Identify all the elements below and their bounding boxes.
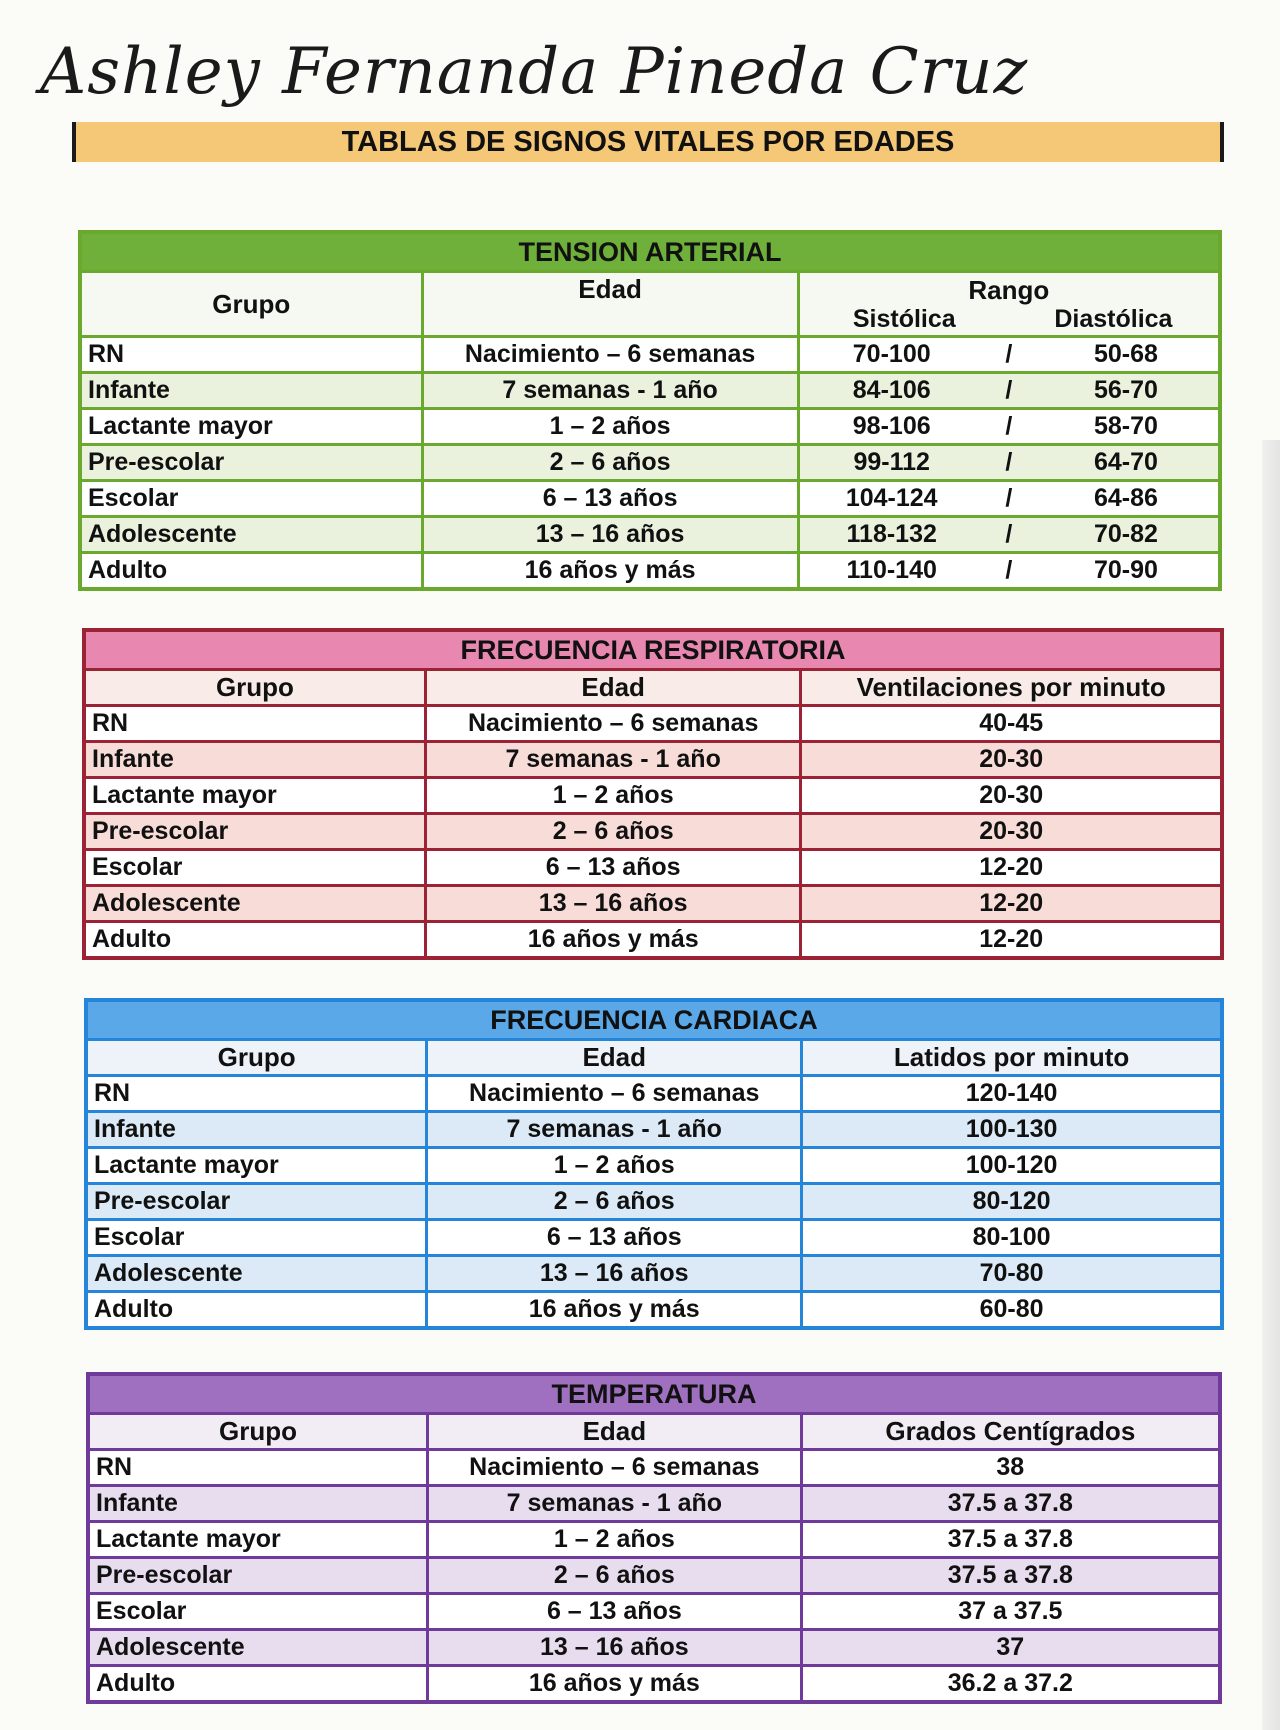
- sistolica-value: 98-106: [852, 412, 931, 440]
- frecuencia-respiratoria-title: FRECUENCIA RESPIRATORIA: [84, 630, 1222, 670]
- valor-cell: 37.5 a 37.8: [801, 1558, 1220, 1594]
- header-edad: Edad: [427, 1040, 802, 1076]
- valor-cell: 37: [801, 1630, 1220, 1666]
- table-row: [86, 1292, 1222, 1329]
- edad-cell: 6 – 13 años: [425, 850, 801, 886]
- temperatura-table: [86, 1372, 1222, 1704]
- temperatura-title: TEMPERATURA: [88, 1374, 1220, 1414]
- valor-cell: 38: [801, 1450, 1220, 1486]
- grupo-cell: RN: [88, 1450, 428, 1486]
- valor-cell: 12-20: [801, 850, 1222, 886]
- table-row: [80, 445, 1220, 481]
- grupo-cell: Infante: [86, 1112, 427, 1148]
- valor-cell: 120-140: [802, 1076, 1222, 1112]
- grupo-cell: Adulto: [80, 553, 422, 590]
- edad-cell: 7 semanas - 1 año: [428, 1486, 802, 1522]
- edad-cell: 1 – 2 años: [425, 778, 801, 814]
- edad-cell: 6 – 13 años: [427, 1220, 802, 1256]
- header-edad: Edad: [422, 272, 798, 337]
- edad-cell: Nacimiento – 6 semanas: [428, 1450, 802, 1486]
- grupo-cell: Lactante mayor: [84, 778, 425, 814]
- grupo-cell: Infante: [88, 1486, 428, 1522]
- table-row: [86, 1112, 1222, 1148]
- table-row: [86, 1256, 1222, 1292]
- grupo-cell: Lactante mayor: [80, 409, 422, 445]
- edad-cell: 7 semanas - 1 año: [422, 373, 798, 409]
- diastolica-value: 50-68: [1093, 340, 1158, 368]
- table-row: [80, 409, 1220, 445]
- diastolica-value: 70-82: [1093, 520, 1158, 548]
- header-diastolica: Diastólica: [1054, 305, 1173, 333]
- table-row: [84, 886, 1222, 922]
- valor-cell: 100-120: [802, 1148, 1222, 1184]
- header-rango-label: Rango: [968, 275, 1050, 305]
- diastolica-value: 58-70: [1093, 412, 1158, 440]
- rango-cell: [798, 445, 1220, 481]
- edad-cell: 2 – 6 años: [427, 1184, 802, 1220]
- grupo-cell: Infante: [80, 373, 422, 409]
- header-valor: Grados Centígrados: [801, 1414, 1220, 1450]
- tension-arterial-table: [78, 230, 1222, 591]
- table-row: [80, 337, 1220, 373]
- rango-separator: /: [1005, 556, 1013, 584]
- rango-cell: [798, 553, 1220, 590]
- edad-cell: 1 – 2 años: [422, 409, 798, 445]
- valor-cell: 20-30: [801, 742, 1222, 778]
- sistolica-value: 104-124: [845, 484, 938, 512]
- edad-cell: 2 – 6 años: [428, 1558, 802, 1594]
- table-row: [80, 481, 1220, 517]
- diastolica-value: 64-86: [1093, 484, 1158, 512]
- valor-cell: 80-100: [802, 1220, 1222, 1256]
- header-edad: Edad: [428, 1414, 802, 1450]
- table-row: [84, 742, 1222, 778]
- grupo-cell: Pre-escolar: [86, 1184, 427, 1220]
- table-row: [88, 1522, 1220, 1558]
- header-grupo: Grupo: [80, 272, 422, 337]
- table-row: [86, 1148, 1222, 1184]
- grupo-cell: Escolar: [80, 481, 422, 517]
- edad-cell: Nacimiento – 6 semanas: [427, 1076, 802, 1112]
- table-row: [88, 1486, 1220, 1522]
- edad-cell: 13 – 16 años: [422, 517, 798, 553]
- edad-cell: 13 – 16 años: [428, 1630, 802, 1666]
- edad-cell: Nacimiento – 6 semanas: [422, 337, 798, 373]
- edad-cell: Nacimiento – 6 semanas: [425, 706, 801, 742]
- grupo-cell: Pre-escolar: [88, 1558, 428, 1594]
- rango-separator: /: [1005, 448, 1013, 476]
- edad-cell: 16 años y más: [425, 922, 801, 959]
- header-valor: Latidos por minuto: [802, 1040, 1222, 1076]
- rango-separator: /: [1005, 520, 1013, 548]
- edad-cell: 2 – 6 años: [422, 445, 798, 481]
- table-row: [80, 373, 1220, 409]
- table-row: [88, 1666, 1220, 1703]
- valor-cell: 37.5 a 37.8: [801, 1522, 1220, 1558]
- table-row: [80, 517, 1220, 553]
- valor-cell: 20-30: [801, 778, 1222, 814]
- table-row: [80, 553, 1220, 590]
- sistolica-value: 70-100: [852, 340, 931, 368]
- header-valor: Ventilaciones por minuto: [801, 670, 1222, 706]
- sistolica-value: 118-132: [846, 520, 937, 548]
- grupo-cell: Adulto: [88, 1666, 428, 1703]
- grupo-cell: Pre-escolar: [84, 814, 425, 850]
- table-row: [86, 1076, 1222, 1112]
- grupo-cell: Escolar: [88, 1594, 428, 1630]
- valor-cell: 36.2 a 37.2: [801, 1666, 1220, 1703]
- edad-cell: 16 años y más: [427, 1292, 802, 1329]
- tension-arterial-title: TENSION ARTERIAL: [80, 232, 1220, 272]
- rango-cell: [798, 337, 1220, 373]
- table-row: [84, 778, 1222, 814]
- rango-separator: /: [1005, 340, 1013, 368]
- valor-cell: 80-120: [802, 1184, 1222, 1220]
- table-row: [86, 1184, 1222, 1220]
- table-row: [88, 1558, 1220, 1594]
- edad-cell: 6 – 13 años: [422, 481, 798, 517]
- handwritten-name: Ashley Fernanda Pineda Cruz: [40, 35, 1029, 109]
- valor-cell: 37.5 a 37.8: [801, 1486, 1220, 1522]
- rango-separator: /: [1005, 412, 1013, 440]
- table-row: [84, 706, 1222, 742]
- grupo-cell: Lactante mayor: [88, 1522, 428, 1558]
- grupo-cell: RN: [84, 706, 425, 742]
- grupo-cell: RN: [80, 337, 422, 373]
- rango-separator: /: [1005, 376, 1013, 404]
- diastolica-value: 70-90: [1093, 556, 1158, 584]
- header-grupo: Grupo: [88, 1414, 428, 1450]
- edad-cell: 13 – 16 años: [425, 886, 801, 922]
- frecuencia-cardiaca-table: [84, 998, 1224, 1330]
- edad-cell: 7 semanas - 1 año: [425, 742, 801, 778]
- edad-cell: 6 – 13 años: [428, 1594, 802, 1630]
- edad-cell: 1 – 2 años: [428, 1522, 802, 1558]
- header-rango: [798, 272, 1220, 337]
- rango-cell: [798, 373, 1220, 409]
- valor-cell: 70-80: [802, 1256, 1222, 1292]
- header-grupo: Grupo: [84, 670, 425, 706]
- grupo-cell: Adulto: [84, 922, 425, 959]
- valor-cell: 20-30: [801, 814, 1222, 850]
- edad-cell: 13 – 16 años: [427, 1256, 802, 1292]
- sistolica-value: 110-140: [846, 556, 937, 584]
- frecuencia-cardiaca-title: FRECUENCIA CARDIACA: [86, 1000, 1222, 1040]
- grupo-cell: RN: [86, 1076, 427, 1112]
- header-grupo: Grupo: [86, 1040, 427, 1076]
- edad-cell: 7 semanas - 1 año: [427, 1112, 802, 1148]
- grupo-cell: Escolar: [84, 850, 425, 886]
- header-edad: Edad: [425, 670, 801, 706]
- edad-cell: 16 años y más: [428, 1666, 802, 1703]
- grupo-cell: Adolescente: [84, 886, 425, 922]
- grupo-cell: Adolescente: [88, 1630, 428, 1666]
- grupo-cell: Adolescente: [86, 1256, 427, 1292]
- sistolica-value: 84-106: [852, 376, 931, 404]
- frecuencia-respiratoria-table: [82, 628, 1224, 960]
- rango-cell: [798, 409, 1220, 445]
- rango-cell: [798, 517, 1220, 553]
- grupo-cell: Adolescente: [80, 517, 422, 553]
- valor-cell: 100-130: [802, 1112, 1222, 1148]
- valor-cell: 12-20: [801, 886, 1222, 922]
- sistolica-value: 99-112: [853, 448, 930, 476]
- edad-cell: 16 años y más: [422, 553, 798, 590]
- table-row: [88, 1630, 1220, 1666]
- grupo-cell: Pre-escolar: [80, 445, 422, 481]
- valor-cell: 40-45: [801, 706, 1222, 742]
- edad-cell: 1 – 2 años: [427, 1148, 802, 1184]
- table-row: [84, 850, 1222, 886]
- diastolica-value: 56-70: [1093, 376, 1158, 404]
- table-row: [84, 814, 1222, 850]
- grupo-cell: Escolar: [86, 1220, 427, 1256]
- edad-cell: 2 – 6 años: [425, 814, 801, 850]
- page-title: TABLAS DE SIGNOS VITALES POR EDADES: [72, 122, 1224, 162]
- table-row: [84, 922, 1222, 959]
- valor-cell: 37 a 37.5: [801, 1594, 1220, 1630]
- header-sistolica: Sistólica: [852, 305, 956, 333]
- table-row: [88, 1450, 1220, 1486]
- table-row: [86, 1220, 1222, 1256]
- grupo-cell: Infante: [84, 742, 425, 778]
- grupo-cell: Adulto: [86, 1292, 427, 1329]
- valor-cell: 12-20: [801, 922, 1222, 959]
- diastolica-value: 64-70: [1093, 448, 1158, 476]
- valor-cell: 60-80: [802, 1292, 1222, 1329]
- rango-separator: /: [1005, 484, 1013, 512]
- grupo-cell: Lactante mayor: [86, 1148, 427, 1184]
- table-row: [88, 1594, 1220, 1630]
- rango-cell: [798, 481, 1220, 517]
- page-edge-shadow: [1262, 440, 1280, 1730]
